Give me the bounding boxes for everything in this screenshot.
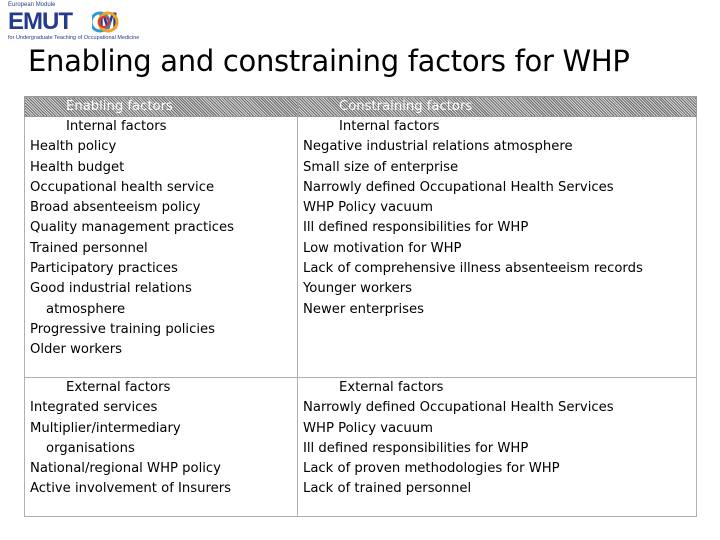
list-item: Multiplier/intermediary [30,420,181,436]
constraining-external-heading: External factors [339,380,444,395]
logo-tagline: for Undergraduate Teaching of Occupational Medicine [8,35,140,41]
constraining-internal-cell [298,117,697,378]
list-item: Younger workers [303,281,413,297]
enabling-header: Enabling factors [66,99,173,114]
logo-small-text: European Module [8,2,56,8]
enabling-external-cell [25,378,298,517]
enabling-internal-cell [25,117,298,378]
enabling-header-cell [25,97,298,117]
factors-table [24,96,697,517]
list-item: Lack of proven methodologies for WHP [303,461,560,477]
list-item: Participatory practices [30,261,178,277]
list-item: National/regional WHP policy [30,461,221,477]
list-item: Integrated services [30,400,158,416]
list-item: Health budget [30,159,125,175]
list-item: WHP Policy vacuum [303,200,433,216]
list-item: Active involvement of Insurers [30,481,232,497]
list-item: Lack of comprehensive illness absenteeism records [303,261,643,277]
constraining-external-cell [298,378,697,517]
logo-wordmark-end: M [98,8,117,35]
list-item: Good industrial relations [30,281,192,297]
list-item: Ill defined responsibilities for WHP [303,440,529,456]
enabling-external-heading: External factors [66,380,171,395]
list-item: Occupational health service [30,179,215,195]
logo-wordmark-start: EMUT [8,8,72,35]
list-item: Broad absenteeism policy [30,200,201,216]
list-item: Narrowly defined Occupational Health Services [303,400,614,416]
list-item: Lack of trained personnel [303,481,472,497]
constraining-header-cell [298,97,697,117]
list-item: WHP Policy vacuum [303,420,433,436]
emutom-logo [4,2,154,42]
list-item: Older workers [30,342,122,358]
list-item: Health policy [30,139,117,155]
external-row [25,378,697,517]
constraining-internal-heading: Internal factors [339,119,440,134]
list-item-continuation: organisations [46,440,135,456]
list-item: Narrowly defined Occupational Health Services [303,179,614,195]
list-item: Trained personnel [30,240,148,256]
list-item: Low motivation for WHP [303,240,462,256]
list-item: Quality management practices [30,220,235,236]
internal-row [25,117,697,378]
header-row [25,97,697,117]
list-item-continuation: atmosphere [46,301,126,317]
list-item: Newer enterprises [303,301,424,317]
page-title: Enabling and constraining factors for WHP [28,44,630,78]
list-item: Small size of enterprise [303,159,459,175]
list-item: Ill defined responsibilities for WHP [303,220,529,236]
enabling-internal-heading: Internal factors [66,119,167,134]
constraining-header: Constraining factors [339,99,473,114]
list-item: Progressive training policies [30,321,215,337]
list-item: Negative industrial relations atmosphere [303,139,573,155]
logo-rings-icon [92,10,120,34]
